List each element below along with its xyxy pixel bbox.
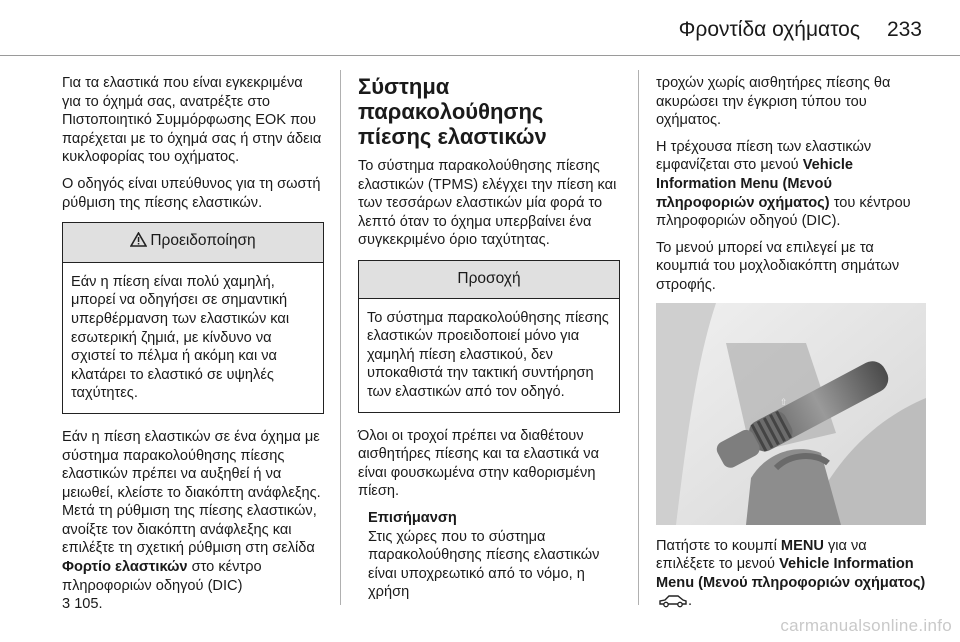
warning-box	[62, 222, 324, 414]
stalk-buttons-paragraph: Το μενού μπορεί να επιλεγεί με τα κουμπιά του μοχλοδιακόπτη σημάτων στροφής.	[656, 239, 900, 293]
warning-header	[63, 223, 323, 263]
warning-triangle-icon	[130, 232, 147, 253]
approved-tyres-paragraph: Για τα ελαστικά που είναι εγκεκριμένα για το όχημά σας, ανατρέξτε στο Πιστοποιητικό Συμμόρφωσης ΕΟΚ που παρέχεται με το όχημά σας ή στην άδεια κυκλοφορίας του οχήματος.	[62, 75, 322, 166]
dic-menu-paragraph: Η τρέχουσα πίεση των ελαστικών εμφανίζεται στο μενού Vehicle Information Menu (Μενού πληροφοριών οχήματος) του κέντρου πληροφοριών οδηγού (DIC).	[656, 138, 911, 230]
caution-box	[358, 260, 620, 413]
svg-text:⇧: ⇧	[780, 397, 788, 408]
page-number: 233	[886, 18, 922, 41]
column-1	[62, 74, 324, 622]
vehicle-info-menu-term: Vehicle Information Menu (Μενού πληροφοριών οχήματος)	[656, 157, 854, 211]
note-block	[358, 509, 620, 602]
sensors-paragraph: Όλοι οι τροχοί πρέπει να διαθέτουν αισθητήρες πίεσης και τα ελαστικά να είναι φουσκωμένα στην καθορισμένη πίεση.	[358, 427, 600, 500]
column-2	[358, 74, 620, 602]
stalk-illustration	[656, 303, 926, 525]
column-divider-1	[340, 70, 341, 605]
cross-ref-arrow-icon: 3	[62, 596, 71, 613]
type-approval-paragraph: τροχών χωρίς αισθητήρες πίεσης θα ακυρώσει την έγκριση τύπου του οχήματος.	[656, 75, 891, 129]
menu-button-term: MENU	[780, 537, 824, 554]
vehicle-info-menu-term-2: Vehicle Information Menu (Μενού πληροφοριών οχήματος)	[656, 556, 926, 591]
pressure-adjust-paragraph: Εάν η πίεση ελαστικών σε ένα όχημα με σύστημα παρακολούθησης πίεσης ελαστικών πρέπει να αυξηθεί ή να μειωθεί, κλείστε το διακόπτη ανάφλεξης. Μετά τη ρύθμιση της πίεσης ελαστικών, ανοίξτε τον διακόπτη ανάφλεξης και επιλέξτε τη σχετική ρύθμιση στη σελίδα Φορτίο ελαστικών στο κέντρο πληροφοριών οδηγού (DIC) 3 105.	[62, 428, 321, 613]
running-title: Φροντίδα οχήματος	[678, 18, 860, 41]
car-icon	[658, 594, 688, 614]
cross-ref-page: 105.	[74, 596, 103, 613]
warning-body: Εάν η πίεση είναι πολύ χαμηλή, μπορεί να οδηγήσει σε σημαντική υπερθέρμανση των ελαστικών και εσωτερική ζημιά, με κίνδυνο να σχιστεί το πέλμα ή ακόμη και να κλατάρει το ελαστικό σε υψηλές ταχύτητες.	[71, 273, 290, 402]
page-header	[0, 0, 960, 56]
caution-body: Το σύστημα παρακολούθησης πίεσης ελαστικών προειδοποιεί μόνο για χαμηλή πίεση ελαστικού, δεν υποκαθιστά την τακτική συντήρηση των ελαστικών από τον οδηγό.	[367, 309, 609, 400]
note-body: Στις χώρες που το σύστημα παρακολούθησης πίεσης ελαστικών είναι υποχρεωτικό από το νόμο, η χρήση	[368, 528, 600, 601]
note-title: Επισήμανση	[368, 509, 457, 526]
header-rule	[0, 55, 960, 56]
column-divider-2	[638, 70, 639, 605]
driver-responsibility-paragraph: Ο οδηγός είναι υπεύθυνος για τη σωστή ρύθμιση της πίεσης ελαστικών.	[62, 175, 321, 211]
column-3	[656, 74, 926, 622]
turn-signal-stalk-photo	[656, 303, 926, 525]
section-title: Σύστημα παρακολούθησης πίεσης ελαστικών	[358, 74, 547, 149]
menu-button-paragraph: Πατήστε το κουμπί MENU για να επιλέξετε το μενού Vehicle Information Menu (Μενού πληροφοριών οχήματος) .	[656, 537, 926, 614]
tyre-load-term: Φορτίο ελαστικών	[62, 559, 188, 576]
watermark: carmanualsonline.info	[780, 616, 952, 635]
tpms-intro-paragraph: Το σύστημα παρακολούθησης πίεσης ελαστικών (TPMS) ελέγχει την πίεση και των τεσσάρων ελαστικών μία φορά το λεπτό όταν το όχημα υπερβαίνει ένα συγκεκριμένο όριο ταχύτητας.	[358, 158, 617, 249]
caution-header: Προσοχή	[359, 261, 619, 299]
warning-title: Προειδοποίηση	[150, 232, 256, 250]
